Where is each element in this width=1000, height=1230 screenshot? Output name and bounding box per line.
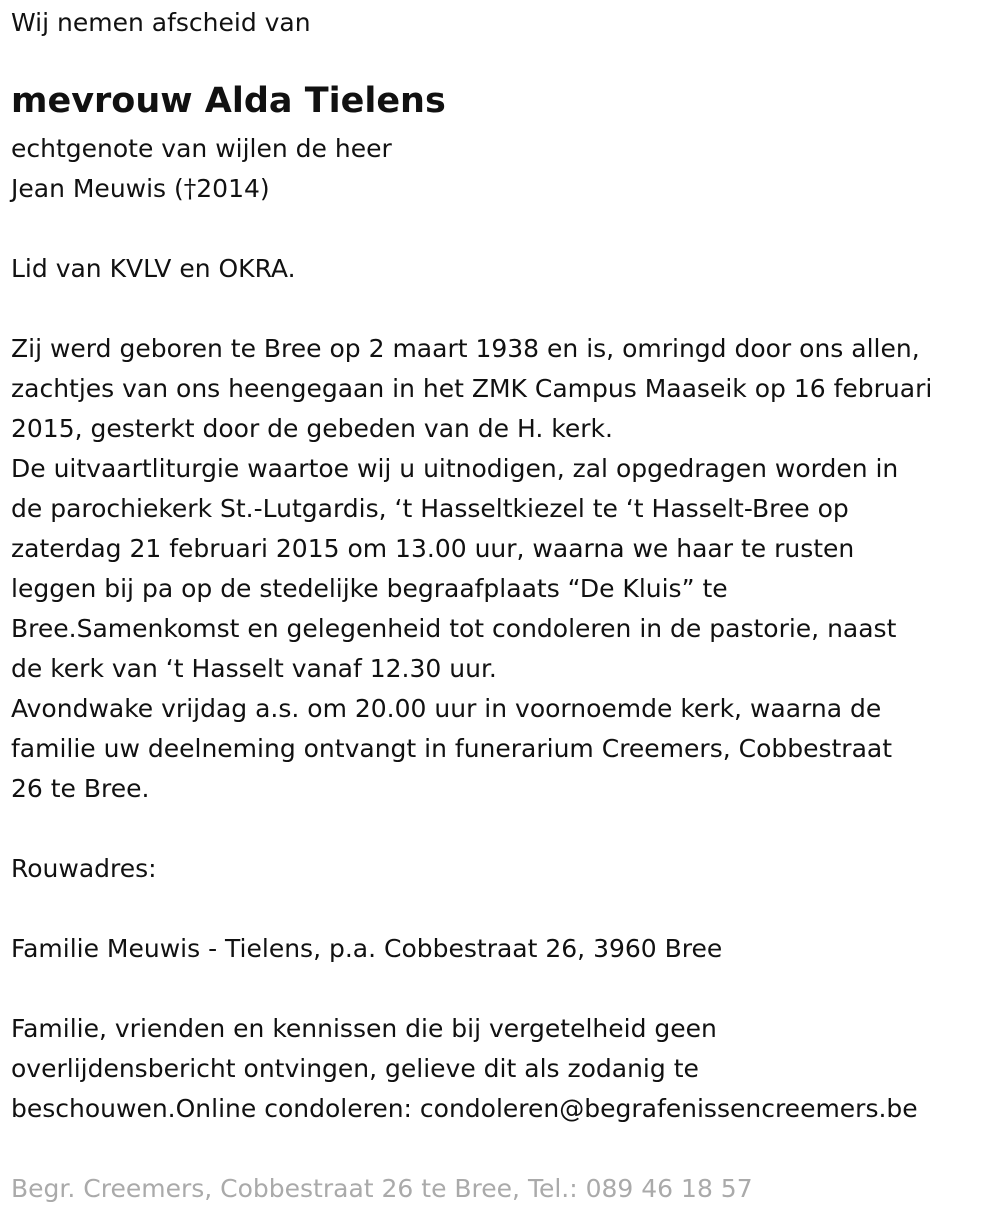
spouse-death-year: 2014) — [196, 174, 270, 203]
closing-line: beschouwen.Online condoleren: condoleren@begrafenissencreemers.be — [11, 1094, 918, 1123]
body-line: zaterdag 21 februari 2015 om 13.00 uur, waarna we haar te rusten — [11, 534, 855, 563]
body-line: zachtjes van ons heengegaan in het ZMK Campus Maaseik op 16 februari — [11, 374, 933, 403]
body-line: familie uw deelneming ontvangt in funerarium Creemers, Cobbestraat — [11, 734, 893, 763]
cross-icon: † — [183, 174, 197, 203]
membership-text: Lid van KVLV en OKRA. — [11, 254, 296, 283]
body-line: Bree.Samenkomst en gelegenheid tot condoleren in de pastorie, naast — [11, 614, 897, 643]
closing-line: overlijdensbericht ontvingen, gelieve dit als zodanig te — [11, 1054, 699, 1083]
mourning-address: Familie Meuwis - Tielens, p.a. Cobbestraat 26, 3960 Bree — [11, 934, 723, 963]
deceased-name: mevrouw Alda Tielens — [11, 81, 446, 121]
spacer — [11, 889, 1000, 929]
body-line: Zij werd geboren te Bree op 2 maart 1938 en is, omringd door ons allen, — [11, 334, 920, 363]
body-line: de kerk van ‘t Hasselt vanaf 12.30 uur. — [11, 654, 497, 683]
body-line: 2015, gesterkt door de gebeden van de H. kerk. — [11, 414, 613, 443]
body-line: de parochiekerk St.-Lutgardis, ‘t Hasseltkiezel te ‘t Hasselt-Bree op — [11, 494, 849, 523]
closing-line: Familie, vrienden en kennissen die bij vergetelheid geen — [11, 1014, 717, 1043]
body-line: leggen bij pa op de stedelijke begraafplaats “De Kluis” te — [11, 574, 728, 603]
spouse-line-1: echtgenote van wijlen de heer — [11, 134, 392, 163]
spacer — [11, 969, 1000, 1009]
spouse-line-2 — [11, 169, 1000, 209]
address-label: Rouwadres: — [11, 854, 157, 883]
spacer — [11, 209, 1000, 249]
body-line: 26 te Bree. — [11, 774, 150, 803]
body-line: De uitvaartliturgie waartoe wij u uitnodigen, zal opgedragen worden in — [11, 454, 899, 483]
undertaker-footer: Begr. Creemers, Cobbestraat 26 te Bree, Tel.: 089 46 18 57 — [11, 1174, 753, 1203]
body-paragraph — [11, 329, 1000, 809]
spacer — [11, 289, 1000, 329]
spacer — [11, 809, 1000, 849]
spacer — [11, 1129, 1000, 1169]
intro-text: Wij nemen afscheid van — [11, 8, 311, 37]
spouse-name: Jean Meuwis ( — [11, 174, 184, 203]
body-line: Avondwake vrijdag a.s. om 20.00 uur in voornoemde kerk, waarna de — [11, 694, 882, 723]
closing-paragraph — [11, 1009, 1000, 1129]
